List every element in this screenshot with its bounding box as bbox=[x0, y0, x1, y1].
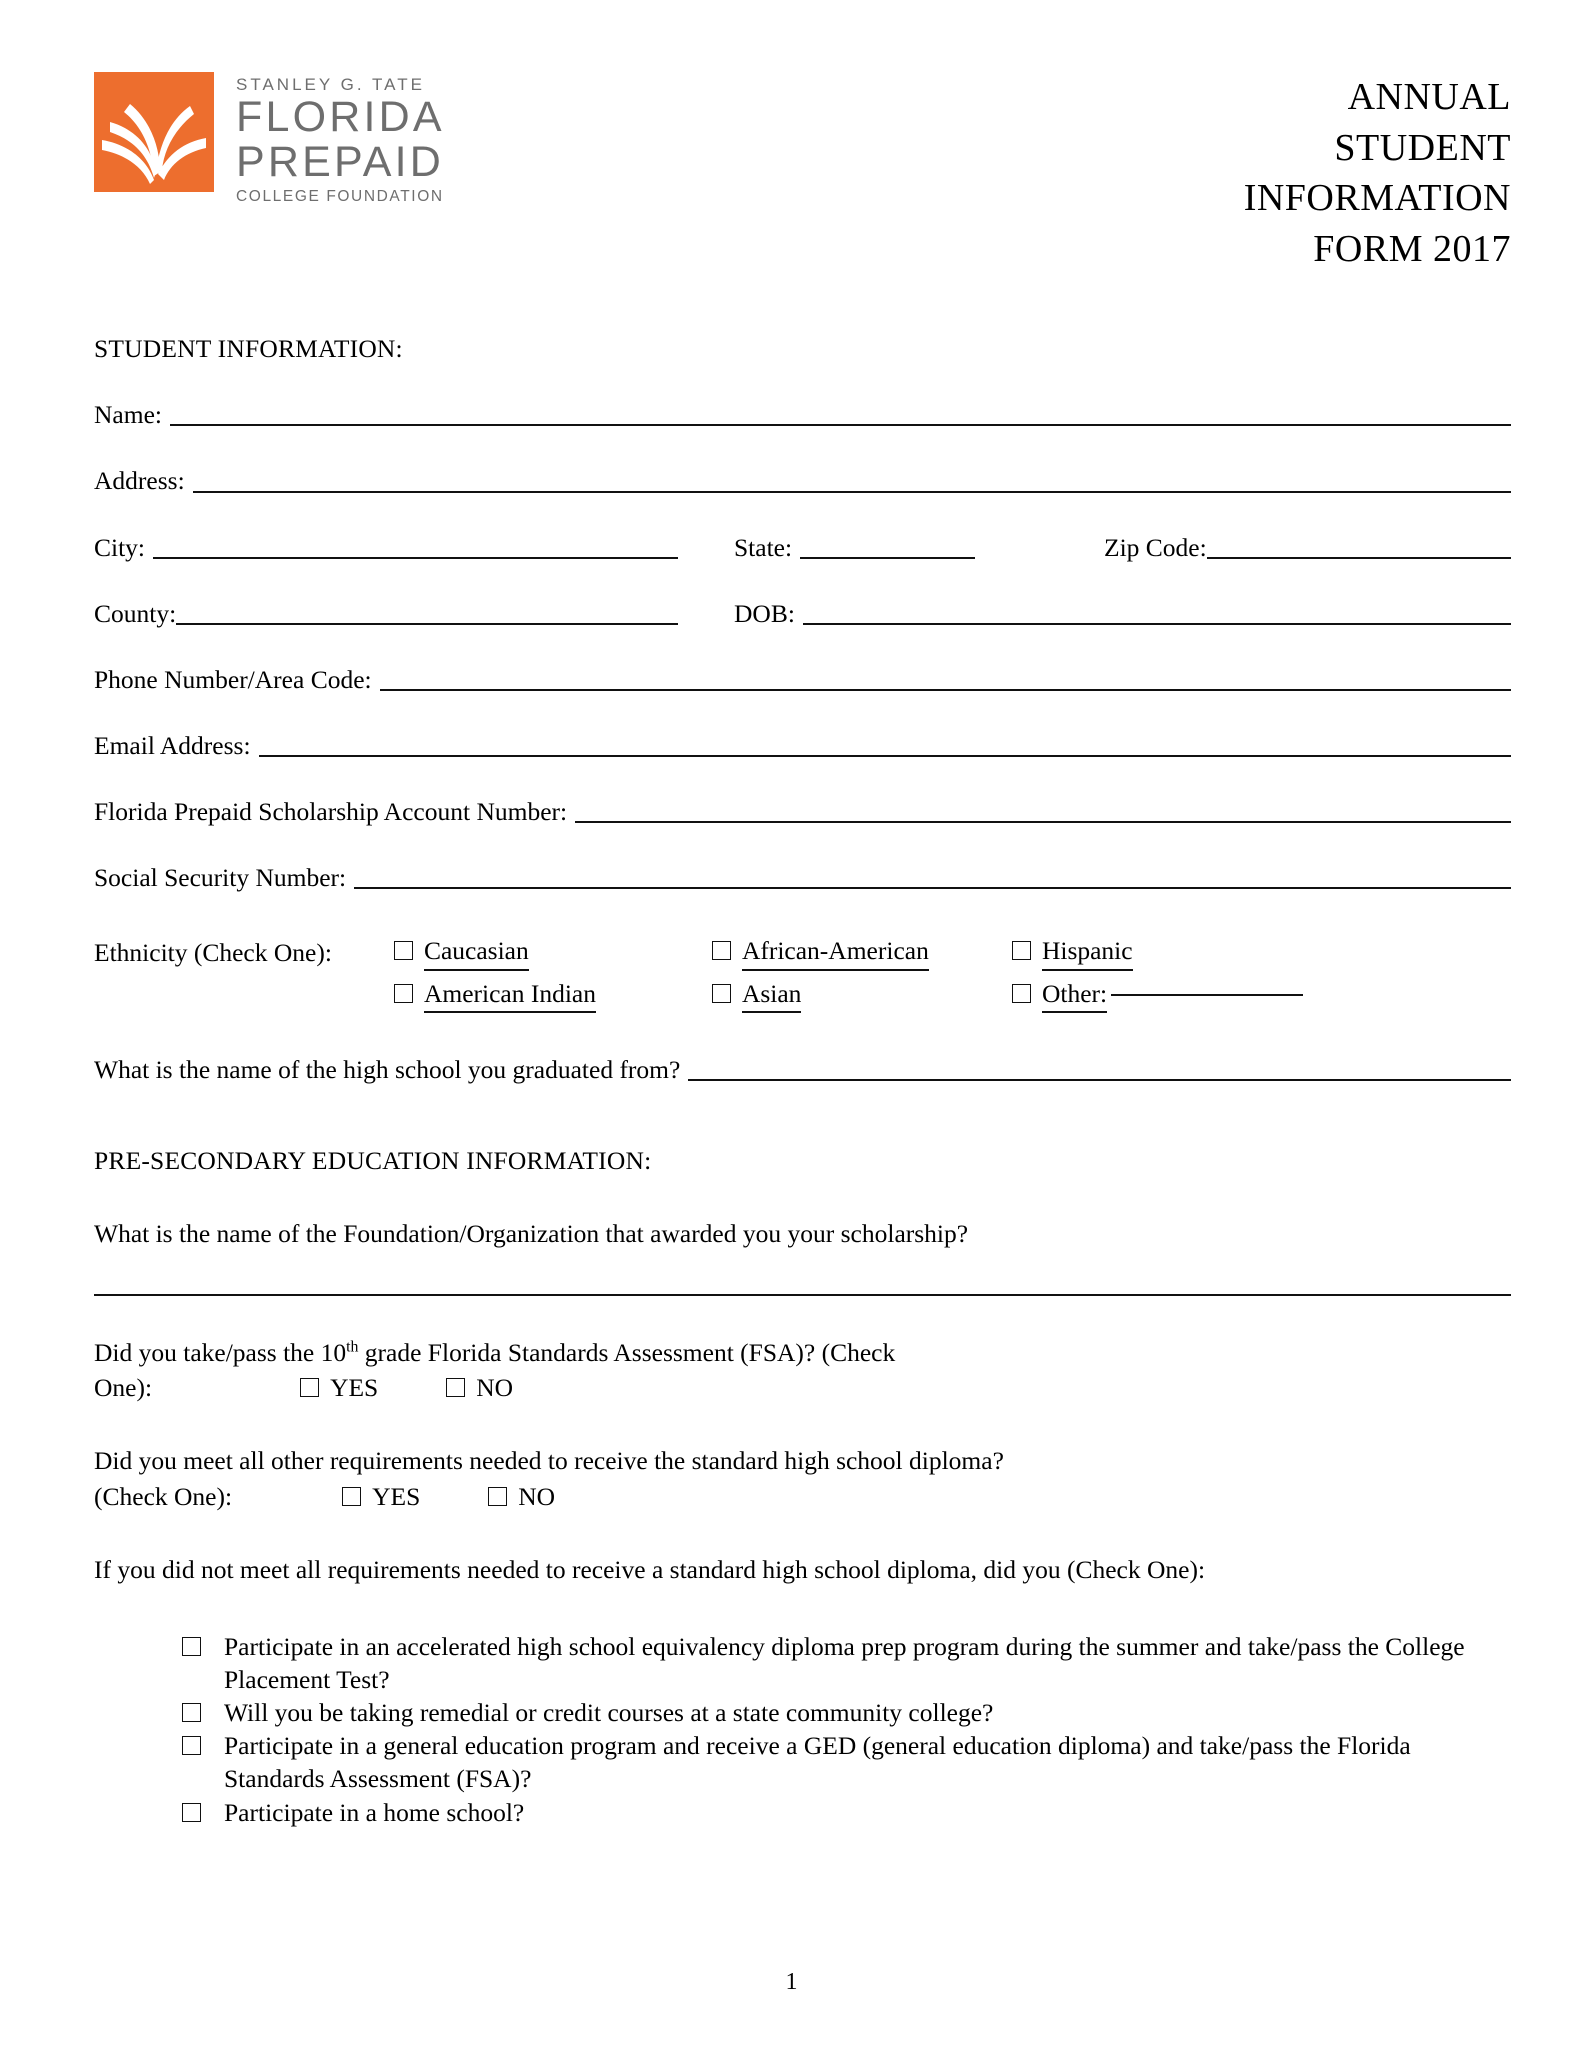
diploma-check-one-label: (Check One): bbox=[94, 1481, 233, 1511]
field-phone-row bbox=[94, 663, 1511, 696]
address-input-line[interactable] bbox=[193, 491, 1511, 493]
ethnicity-label: Ethnicity (Check One): bbox=[94, 938, 332, 968]
checkbox-icon[interactable] bbox=[712, 984, 731, 1003]
foundation-question-block bbox=[94, 1217, 1511, 1296]
ssn-input-line[interactable] bbox=[354, 887, 1511, 889]
fsa-no-label: NO bbox=[476, 1373, 514, 1403]
ethnicity-options-grid bbox=[394, 934, 1303, 1012]
email-label: Email Address: bbox=[94, 730, 251, 760]
fsa-option-yes[interactable] bbox=[300, 1371, 378, 1404]
dob-label: DOB: bbox=[734, 598, 795, 628]
field-address-row bbox=[94, 464, 1511, 497]
checkbox-icon[interactable] bbox=[182, 1703, 201, 1722]
foundation-question-label: What is the name of the Foundation/Organization that awarded you your scholarship? bbox=[94, 1218, 969, 1248]
not-met-option-accelerated-prep[interactable] bbox=[182, 1630, 1511, 1696]
logo-tagline: STANLEY G. TATE bbox=[236, 75, 425, 94]
high-school-input-line[interactable] bbox=[688, 1079, 1511, 1081]
checkbox-icon[interactable] bbox=[182, 1637, 201, 1656]
checkbox-icon[interactable] bbox=[300, 1378, 319, 1397]
county-label: County: bbox=[94, 598, 177, 628]
ethnicity-option-african-american[interactable] bbox=[712, 934, 1012, 970]
name-label: Name: bbox=[94, 400, 162, 430]
logo-subtitle: COLLEGE FOUNDATION bbox=[236, 187, 444, 205]
field-county-dob-row bbox=[94, 597, 1511, 630]
checkbox-icon[interactable] bbox=[342, 1487, 361, 1506]
title-line-1: ANNUAL bbox=[1347, 76, 1511, 118]
city-input-line[interactable] bbox=[153, 557, 678, 559]
not-met-option-label: Will you be taking remedial or credit courses at a state community college? bbox=[224, 1698, 994, 1728]
diploma-question-label: Did you meet all other requirements needed to receive the standard high school diploma? bbox=[94, 1446, 1004, 1476]
ethnicity-option-label: Asian bbox=[742, 977, 802, 1013]
not-met-option-home-school[interactable] bbox=[182, 1796, 1511, 1829]
state-input-line[interactable] bbox=[800, 557, 975, 559]
field-ssn-row bbox=[94, 861, 1511, 894]
fsa-question-block bbox=[94, 1336, 1511, 1404]
diploma-question-block bbox=[94, 1444, 1511, 1512]
checkbox-icon[interactable] bbox=[182, 1803, 201, 1822]
foundation-input-line[interactable] bbox=[94, 1294, 1511, 1296]
checkbox-icon[interactable] bbox=[488, 1487, 507, 1506]
ethnicity-other-input-line[interactable] bbox=[1111, 994, 1303, 996]
ethnicity-option-label: African-American bbox=[742, 934, 929, 970]
field-city-state-zip-row bbox=[94, 531, 1511, 564]
checkbox-icon[interactable] bbox=[1012, 984, 1031, 1003]
fsa-check-one-label: One): bbox=[94, 1373, 153, 1403]
open-book-logo-icon bbox=[94, 72, 214, 192]
field-account-number-row bbox=[94, 795, 1511, 828]
checkbox-icon[interactable] bbox=[394, 984, 413, 1003]
ethnicity-option-label: American Indian bbox=[424, 977, 596, 1013]
not-met-option-label: Participate in a home school? bbox=[224, 1797, 525, 1827]
presecondary-heading: PRE-SECONDARY EDUCATION INFORMATION: bbox=[94, 1145, 652, 1175]
ethnicity-option-american-indian[interactable] bbox=[394, 977, 712, 1013]
name-input-line[interactable] bbox=[170, 424, 1511, 426]
logo-name-prepaid: PREPAID bbox=[236, 137, 444, 186]
checkbox-icon[interactable] bbox=[446, 1378, 465, 1397]
diploma-option-no[interactable] bbox=[488, 1480, 555, 1513]
ethnicity-option-hispanic[interactable] bbox=[1012, 934, 1303, 970]
fsa-option-no[interactable] bbox=[446, 1371, 513, 1404]
page-header bbox=[0, 0, 1583, 274]
phone-input-line[interactable] bbox=[380, 689, 1511, 691]
account-number-label: Florida Prepaid Scholarship Account Number: bbox=[94, 797, 568, 827]
title-line-4: FORM 2017 bbox=[1313, 227, 1511, 270]
ethnicity-option-label: Other: bbox=[1042, 977, 1107, 1013]
diploma-option-yes[interactable] bbox=[342, 1480, 420, 1513]
not-met-question-block bbox=[94, 1553, 1511, 1829]
diploma-no-label: NO bbox=[518, 1481, 556, 1511]
dob-input-line[interactable] bbox=[803, 623, 1511, 625]
fsa-ordinal-suffix: th bbox=[346, 1338, 359, 1356]
field-email-row bbox=[94, 729, 1511, 762]
fsa-yes-label: YES bbox=[330, 1373, 379, 1403]
ethnicity-option-other[interactable] bbox=[1012, 977, 1303, 1013]
page-number: 1 bbox=[785, 1969, 798, 1995]
not-met-question-label: If you did not meet all requirements needed to receive a standard high school diploma, did you (Check One): bbox=[94, 1554, 1206, 1584]
fsa-question-part2: grade Florida Standards Assessment (FSA)? (Check bbox=[358, 1338, 896, 1368]
zip-label: Zip Code: bbox=[1104, 532, 1207, 562]
ethnicity-option-label: Caucasian bbox=[424, 934, 529, 970]
address-label: Address: bbox=[94, 466, 185, 496]
high-school-question-row bbox=[94, 1053, 1511, 1086]
student-information-heading: STUDENT INFORMATION: bbox=[94, 334, 403, 364]
ethnicity-option-caucasian[interactable] bbox=[394, 934, 712, 970]
city-label: City: bbox=[94, 532, 146, 562]
fsa-question-part1: Did you take/pass the 10 bbox=[94, 1338, 347, 1368]
diploma-answer-row bbox=[94, 1480, 1511, 1513]
high-school-question-label: What is the name of the high school you graduated from? bbox=[94, 1054, 681, 1084]
title-line-2: STUDENT bbox=[1334, 126, 1511, 169]
ssn-label: Social Security Number: bbox=[94, 863, 347, 893]
title-line-3: INFORMATION bbox=[1243, 177, 1511, 220]
checkbox-icon[interactable] bbox=[712, 941, 731, 960]
field-name-row bbox=[94, 398, 1511, 431]
checkbox-icon[interactable] bbox=[1012, 941, 1031, 960]
not-met-option-label: Participate in an accelerated high school equivalency diploma prep program during the summer and take/pass the College Placement Test? bbox=[224, 1631, 1465, 1694]
not-met-option-remedial-courses[interactable] bbox=[182, 1696, 1511, 1729]
fsa-answer-row bbox=[94, 1371, 1511, 1404]
checkbox-icon[interactable] bbox=[182, 1736, 201, 1755]
zip-input-line[interactable] bbox=[1207, 557, 1511, 559]
not-met-option-label: Participate in a general education program and receive a GED (general education diploma) and take/pass the Florida Standards Assessment (FSA)? bbox=[224, 1731, 1411, 1794]
not-met-options-list bbox=[94, 1630, 1511, 1829]
fsa-question-label bbox=[94, 1336, 1511, 1369]
florida-prepaid-logo bbox=[94, 62, 445, 208]
diploma-yes-label: YES bbox=[372, 1481, 421, 1511]
county-input-line[interactable] bbox=[176, 623, 678, 625]
logo-name-florida: FLORIDA bbox=[236, 93, 445, 142]
page-title bbox=[1244, 62, 1511, 274]
email-input-line[interactable] bbox=[259, 755, 1511, 757]
ethnicity-option-label: Hispanic bbox=[1042, 934, 1133, 970]
logo-wordmark bbox=[236, 72, 445, 208]
checkbox-icon[interactable] bbox=[394, 941, 413, 960]
ethnicity-option-asian[interactable] bbox=[712, 977, 1012, 1013]
state-label: State: bbox=[734, 532, 793, 562]
account-number-input-line[interactable] bbox=[575, 821, 1511, 823]
phone-label: Phone Number/Area Code: bbox=[94, 664, 372, 694]
ethnicity-section bbox=[94, 934, 1511, 1012]
not-met-option-ged-program[interactable] bbox=[182, 1729, 1511, 1795]
form-body bbox=[0, 332, 1583, 1829]
